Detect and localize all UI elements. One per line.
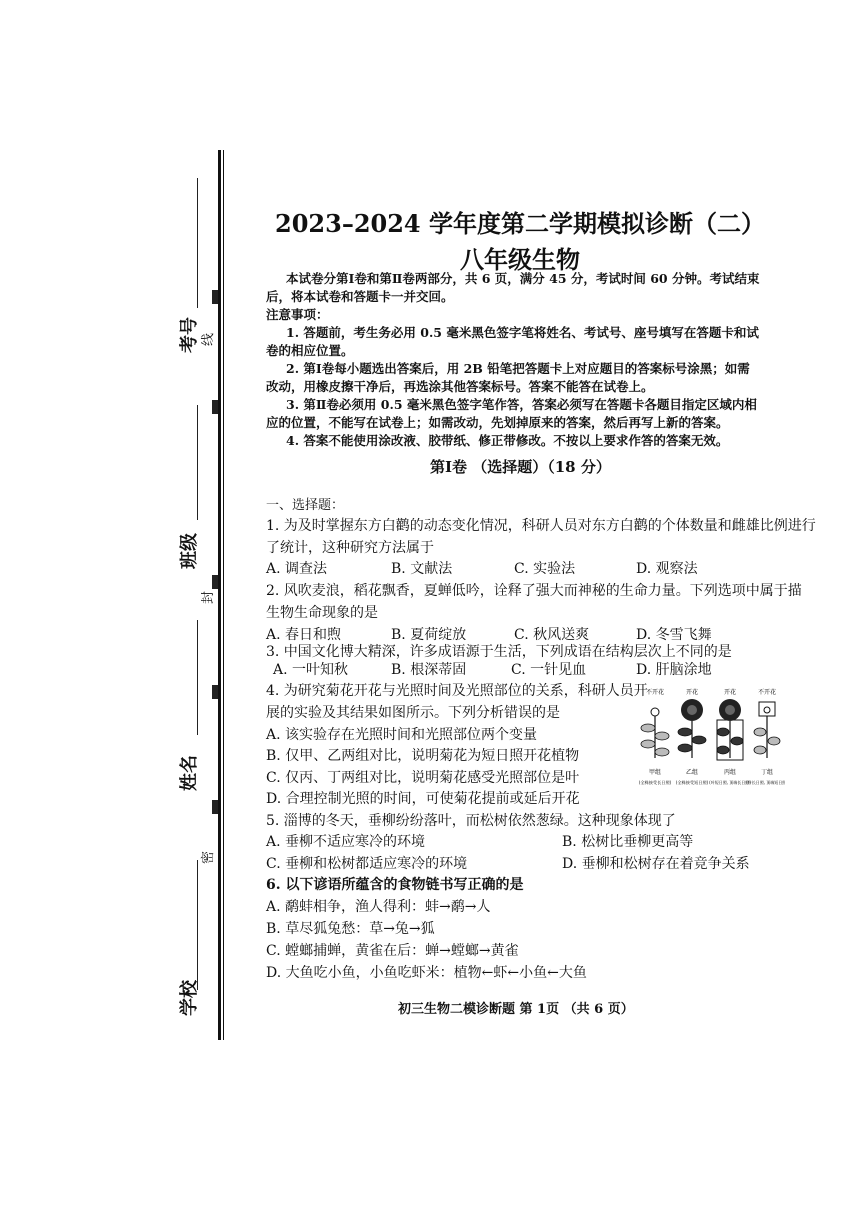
margin-tick <box>212 685 218 699</box>
question-stem: 6. 以下谚语所蕴含的食物链书写正确的是 <box>266 877 524 893</box>
label-feng: 封 <box>201 590 217 605</box>
notice-item: 1. 答题前，考生务必用 0.5 毫米黑色签字笔将姓名、考试号、座号填写在答题卡和试 <box>286 325 759 340</box>
option: A. 一叶知秋 <box>273 662 349 678</box>
option: C. 一针见血 <box>511 662 587 678</box>
margin-tick <box>212 290 218 304</box>
plant-ding <box>754 702 780 758</box>
fig-note: (全株接受长日照) <box>638 780 672 785</box>
option: B. 根深蒂固 <box>391 662 467 678</box>
page-title: 2023–2024 学年度第二学期模拟诊断（二） <box>275 209 765 238</box>
option: D. 大鱼吃小鱼，小鱼吃虾米：植物←虾←小鱼←大鱼 <box>266 965 587 981</box>
fig-top-label: 开花 <box>723 689 737 696</box>
binding-line-thin <box>223 150 224 1040</box>
fig-top-label: 不开花 <box>757 689 777 696</box>
intro-line: 本试卷分第Ⅰ卷和第Ⅱ卷两部分，共 6 页，满分 45 分，考试时间 60 分钟。考试结束 <box>286 271 760 286</box>
fig-note: (全株接受短日照) <box>675 780 709 785</box>
plant-yi <box>678 699 706 758</box>
label-banji: 班级 <box>179 533 200 569</box>
fig-group-label: 乙组 <box>685 769 699 776</box>
option: C. 仅丙、丁两组对比，说明菊花感受光照部位是叶 <box>266 770 580 786</box>
fig-top-label: 开花 <box>685 689 699 696</box>
option: B. 仅甲、乙两组对比，说明菊花为短日照开花植物 <box>266 748 580 764</box>
question-stem: 1. 为及时掌握东方白鹳的动态变化情况，科研人员对东方白鹳的个体数量和雌雄比例进行 <box>266 518 816 534</box>
notice-label: 注意事项： <box>266 307 329 322</box>
notice-item: 3. 第Ⅱ卷必须用 0.5 毫米黑色签字笔作答，答案必须写在答题卡各题目指定区域内相 <box>286 397 757 412</box>
fig-note: (叶长日照, 顶端短日照) <box>746 780 785 785</box>
question-stem: 3. 中国文化博大精深，许多成语源于生活，下列成语在结构层次上不同的是 <box>266 644 732 660</box>
option: C. 秋风送爽 <box>514 627 590 643</box>
binding-line-thick <box>218 150 221 1040</box>
option: C. 实验法 <box>514 561 576 577</box>
fig-group-label: 丙组 <box>723 769 737 776</box>
kaohao-rule <box>197 178 198 308</box>
question-stem: 展的实验及其结果如图所示。下列分析错误的是 <box>266 705 560 721</box>
notice-item: 卷的相应位置。 <box>266 343 354 358</box>
option: A. 鹬蚌相争，渔人得利：蚌→鹬→人 <box>266 899 491 915</box>
notice-item: 2. 第Ⅰ卷每小题选出答案后，用 2B 铅笔把答题卡上对应题目的答案标号涂黑；如需 <box>286 361 750 376</box>
option: A. 垂柳不适应寒冷的环境 <box>266 834 426 850</box>
margin-tick <box>212 575 218 589</box>
question-stem: 生物生命现象的是 <box>266 605 378 621</box>
label-xingming: 姓名 <box>179 755 200 791</box>
fig-top-label: 不开花 <box>645 689 665 696</box>
plant-jia <box>641 708 669 758</box>
page-subtitle: 八年级生物 <box>460 245 580 274</box>
option: B. 松树比垂柳更高等 <box>562 834 694 850</box>
margin-tick <box>212 800 218 814</box>
fig-note: (叶短日照, 顶端长日照) <box>709 780 751 785</box>
label-mi: 密 <box>201 850 217 865</box>
banji-rule <box>197 405 198 520</box>
label-kaohao: 考号 <box>179 317 200 353</box>
option: D. 合理控制光照的时间，可使菊花提前或延后开花 <box>266 791 580 807</box>
label-xian: 线 <box>201 332 217 347</box>
option: C. 垂柳和松树都适应寒冷的环境 <box>266 856 468 872</box>
chrysanthemum-figure-svg <box>637 686 785 806</box>
fig-group-label: 丁组 <box>760 769 774 776</box>
option: D. 冬雪飞舞 <box>636 627 712 643</box>
xuexiao-rule <box>197 860 198 990</box>
question-stem: 2. 风吹麦浪，稻花飘香，夏蝉低吟，诠释了强大而神秘的生命力量。下列选项中属于描 <box>266 583 802 599</box>
section-title: 第Ⅰ卷 （选择题）（18 分） <box>430 458 611 476</box>
notice-item: 4. 答案不能使用涂改液、胶带纸、修正带修改。不按以上要求作答的答案无效。 <box>286 433 729 448</box>
option: C. 螳螂捕蝉，黄雀在后：蝉→螳螂→黄雀 <box>266 943 519 959</box>
intro-line: 后，将本试卷和答题卡一并交回。 <box>266 289 454 304</box>
option: A. 调查法 <box>266 561 328 577</box>
option: D. 观察法 <box>636 561 698 577</box>
option: B. 文献法 <box>391 561 453 577</box>
option: D. 垂柳和松树存在着竞争关系 <box>562 856 750 872</box>
xingming-rule <box>197 620 198 735</box>
option: A. 春日和煦 <box>266 627 342 643</box>
page-footer: 初三生物二模诊断题 第 1页 （共 6 页） <box>398 1002 634 1017</box>
notice-item: 应的位置，不能写在试卷上；如需改动，先划掉原来的答案，然后再写上新的答案。 <box>266 415 729 430</box>
option: A. 该实验存在光照时间和光照部位两个变量 <box>266 727 538 743</box>
part-heading: 一、选择题： <box>266 498 345 513</box>
plant-bing <box>717 699 743 760</box>
label-xuexiao: 学校 <box>179 980 200 1016</box>
margin-tick <box>212 400 218 414</box>
question-stem: 了统计，这种研究方法属于 <box>266 540 434 556</box>
chrysanthemum-figure <box>637 686 785 806</box>
notice-item: 改动，用橡皮擦干净后，再选涂其他答案标号。答案不能答在试卷上。 <box>266 379 654 394</box>
fig-group-label: 甲组 <box>648 769 662 776</box>
question-stem: 4. 为研究菊花开花与光照时间及光照部位的关系，科研人员开 <box>266 683 648 699</box>
option: B. 草尽狐兔愁：草→兔→狐 <box>266 921 435 937</box>
option: B. 夏荷绽放 <box>391 627 467 643</box>
option: D. 肝脑涂地 <box>636 662 712 678</box>
question-stem: 5. 淄博的冬天，垂柳纷纷落叶，而松树依然葱绿。这种现象体现了 <box>266 813 676 829</box>
